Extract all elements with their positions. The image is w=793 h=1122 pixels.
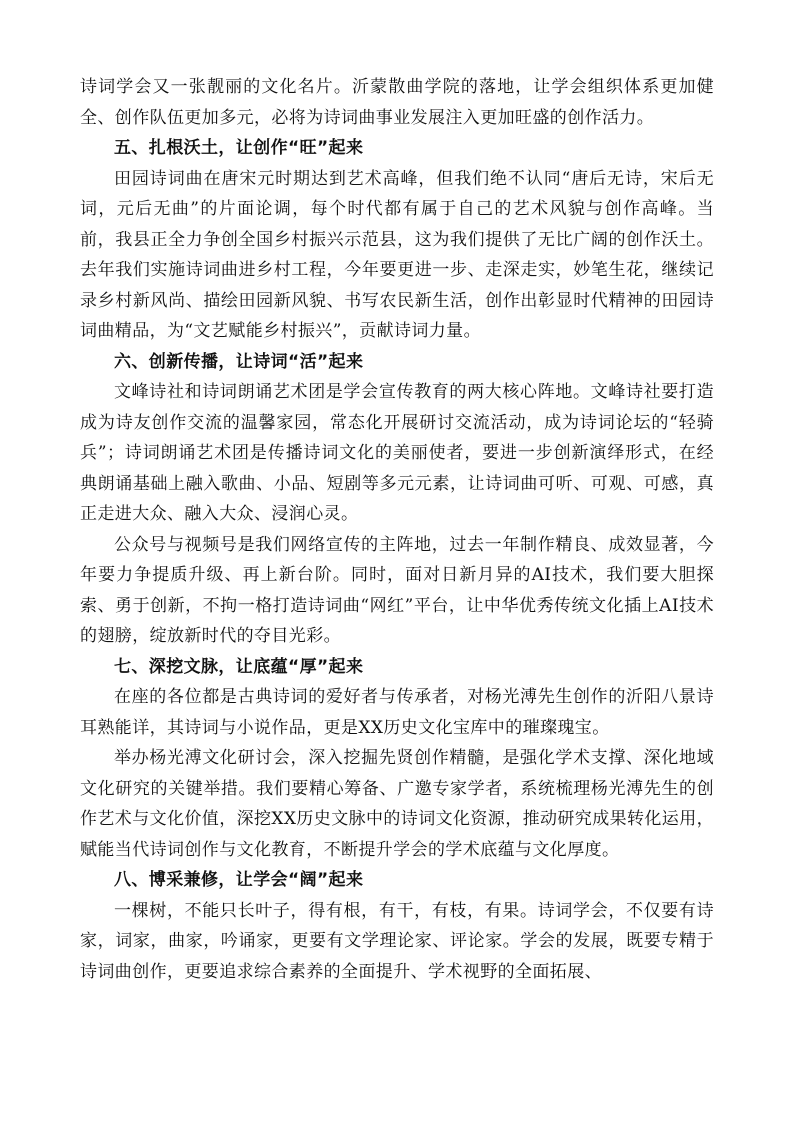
document-page (80, 72, 714, 987)
paragraph: 一棵树，不能只长叶子，得有根，有干，有枝，有果。诗词学会，不仅要有诗家，词家，曲家，吟诵家，更要有文学理论家、评论家。学会的发展，既要专精于诗词曲创作，更要追求综合素养的全面提升、学术视野的全面拓展、 (80, 900, 714, 982)
section-heading-6: 六、创新传播，让诗词“活”起来 (114, 351, 364, 372)
section-heading-5: 五、扎根沃土，让创作“旺”起来 (114, 138, 364, 158)
section-heading-8: 八、博采兼修，让学会“阔”起来 (114, 870, 364, 890)
paragraph: 公众号与视频号是我们网络宣传的主阵地，过去一年制作精良、成效显著，今年要力争提质升级、再上新台阶。同时，面对日新月异的AI技术，我们要大胆探索、勇于创新，不拘一格打造诗词曲“网红”平台，让中华优秀传统文化插上AI技术的翅膀，绽放新时代的夺目光彩。 (80, 534, 714, 646)
paragraph: 田园诗词曲在唐宋元时期达到艺术高峰，但我们绝不认同“唐后无诗，宋后无词，元后无曲”的片面论调，每个时代都有属于自己的艺术风貌与创作高峰。当前，我县正全力争创全国乡村振兴示范县，这为我们提供了无比广阔的创作沃土。去年我们实施诗词曲进乡村工程，今年要更进一步、走深走实，妙笔生花，继续记录乡村新风尚、描绘田园新风貌、书写农民新生活，创作出彰显时代精神的田园诗词曲精品，为“文艺赋能乡村振兴”，贡献诗词力量。 (80, 168, 714, 341)
paragraph: 举办杨光溥文化研讨会，深入挖掘先贤创作精髓，是强化学术支撑、深化地域文化研究的关键举措。我们要精心筹备、广邀专家学者，系统梳理杨光溥先生的创作艺术与文化价值，深挖XX历史文脉中的诗词文化资源，推动研究成果转化运用，赋能当代诗词创作与文化教育，不断提升学会的学术底蕴与文化厚度。 (80, 748, 715, 860)
section-heading-7: 七、深挖文脉，让底蕴“厚”起来 (114, 656, 364, 677)
paragraph: 在座的各位都是古典诗词的爱好者与传承者，对杨光溥先生创作的沂阳八景诗耳熟能详，其诗词与小说作品，更是XX历史文化宝库中的璀璨瑰宝。 (80, 687, 714, 738)
paragraph-continuation: 诗词学会又一张靓丽的文化名片。沂蒙散曲学院的落地，让学会组织体系更加健全、创作队伍更加多元，必将为诗词曲事业发展注入更加旺盛的创作活力。 (80, 77, 714, 128)
paragraph: 文峰诗社和诗词朗诵艺术团是学会宣传教育的两大核心阵地。文峰诗社要打造成为诗友创作交流的温馨家园，常态化开展研讨交流活动，成为诗词论坛的“轻骑兵”；诗词朗诵艺术团是传播诗词文化的美丽使者，要进一步创新演绎形式，在经典朗诵基础上融入歌曲、小品、短剧等多元元素，让诗词曲可听、可观、可感，真正走进大众、融入大众、浸润心灵。 (80, 382, 714, 524)
